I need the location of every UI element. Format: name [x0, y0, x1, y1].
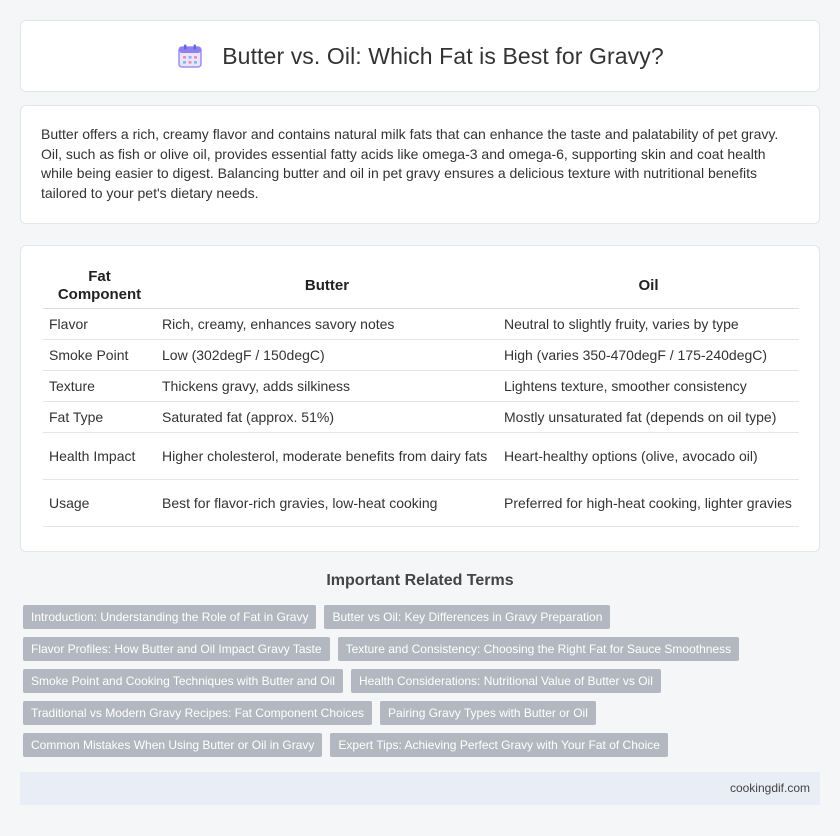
- related-term-tag[interactable]: Common Mistakes When Using Butter or Oil in Gravy: [23, 733, 322, 757]
- oil-cell: Heart-healthy options (olive, avocado oil): [498, 433, 799, 480]
- related-term-tag[interactable]: Health Considerations: Nutritional Value of Butter vs Oil: [351, 669, 661, 693]
- oil-cell: Neutral to slightly fruity, varies by type: [498, 309, 799, 340]
- header-butter: Butter: [156, 264, 498, 309]
- butter-cell: Best for flavor-rich gravies, low-heat cooking: [156, 480, 498, 527]
- related-term-tag[interactable]: Butter vs Oil: Key Differences in Gravy Preparation: [324, 605, 610, 629]
- row-label: Fat Type: [43, 402, 156, 433]
- related-term-tag[interactable]: Texture and Consistency: Choosing the Right Fat for Sauce Smoothness: [338, 637, 740, 661]
- butter-cell: Rich, creamy, enhances savory notes: [156, 309, 498, 340]
- table-row: [43, 480, 799, 527]
- header-oil: Oil: [498, 264, 799, 309]
- related-term-tag[interactable]: Pairing Gravy Types with Butter or Oil: [380, 701, 596, 725]
- page-title: Butter vs. Oil: Which Fat is Best for Gravy?: [222, 42, 664, 69]
- related-term-tag[interactable]: Traditional vs Modern Gravy Recipes: Fat Component Choices: [23, 701, 372, 725]
- related-term-tag[interactable]: Introduction: Understanding the Role of Fat in Gravy: [23, 605, 316, 629]
- oil-cell: High (varies 350-470degF / 175-240degC): [498, 340, 799, 371]
- title-card: [20, 20, 820, 92]
- oil-cell: Preferred for high-heat cooking, lighter gravies: [498, 480, 799, 527]
- table-row: [43, 371, 799, 402]
- table-row: [43, 402, 799, 433]
- footer: [20, 772, 820, 805]
- oil-cell: Lightens texture, smoother consistency: [498, 371, 799, 402]
- tag-row: [23, 701, 823, 725]
- table-row: [43, 340, 799, 371]
- row-label: Usage: [43, 480, 156, 527]
- tag-row: [23, 669, 823, 693]
- comparison-table: [43, 264, 799, 527]
- butter-cell: Saturated fat (approx. 51%): [156, 402, 498, 433]
- table-row: [43, 433, 799, 480]
- intro-paragraph: Butter offers a rich, creamy flavor and contains natural milk fats that can enhance the taste and palatability of pet gravy. Oil, such as fish or olive oil, provides essential fatty acids like omega-3 and omega-6, supporting skin and coat health while being easier to digest. Balancing butter and oil in pet gravy ensures a delicious texture with nutritional benefits tailored to your pet's dietary needs.: [41, 126, 779, 201]
- related-term-tag[interactable]: Expert Tips: Achieving Perfect Gravy with Your Fat of Choice: [330, 733, 668, 757]
- site-credit[interactable]: cookingdif.com: [729, 781, 810, 795]
- related-term-tag[interactable]: Flavor Profiles: How Butter and Oil Impact Gravy Taste: [23, 637, 330, 661]
- comparison-card: [20, 245, 820, 552]
- row-label: Flavor: [43, 309, 156, 340]
- intro-card: [20, 105, 820, 224]
- butter-cell: Higher cholesterol, moderate benefits from dairy fats: [156, 433, 498, 480]
- butter-cell: Thickens gravy, adds silkiness: [156, 371, 498, 402]
- table-header-row: [43, 264, 799, 309]
- related-terms-heading: Important Related Terms: [326, 572, 514, 589]
- related-term-tag[interactable]: Smoke Point and Cooking Techniques with Butter and Oil: [23, 669, 343, 693]
- tag-row: [23, 637, 823, 661]
- row-label: Texture: [43, 371, 156, 402]
- title-wrap: [176, 42, 664, 70]
- calendar-icon: [176, 42, 204, 70]
- butter-cell: Low (302degF / 150degC): [156, 340, 498, 371]
- tag-row: [23, 605, 823, 629]
- oil-cell: Mostly unsaturated fat (depends on oil type): [498, 402, 799, 433]
- header-fat-component: Fat Component: [43, 264, 156, 309]
- tag-row: [23, 733, 823, 757]
- table-row: [43, 309, 799, 340]
- row-label: Health Impact: [43, 433, 156, 480]
- related-terms-list: [23, 605, 823, 765]
- row-label: Smoke Point: [43, 340, 156, 371]
